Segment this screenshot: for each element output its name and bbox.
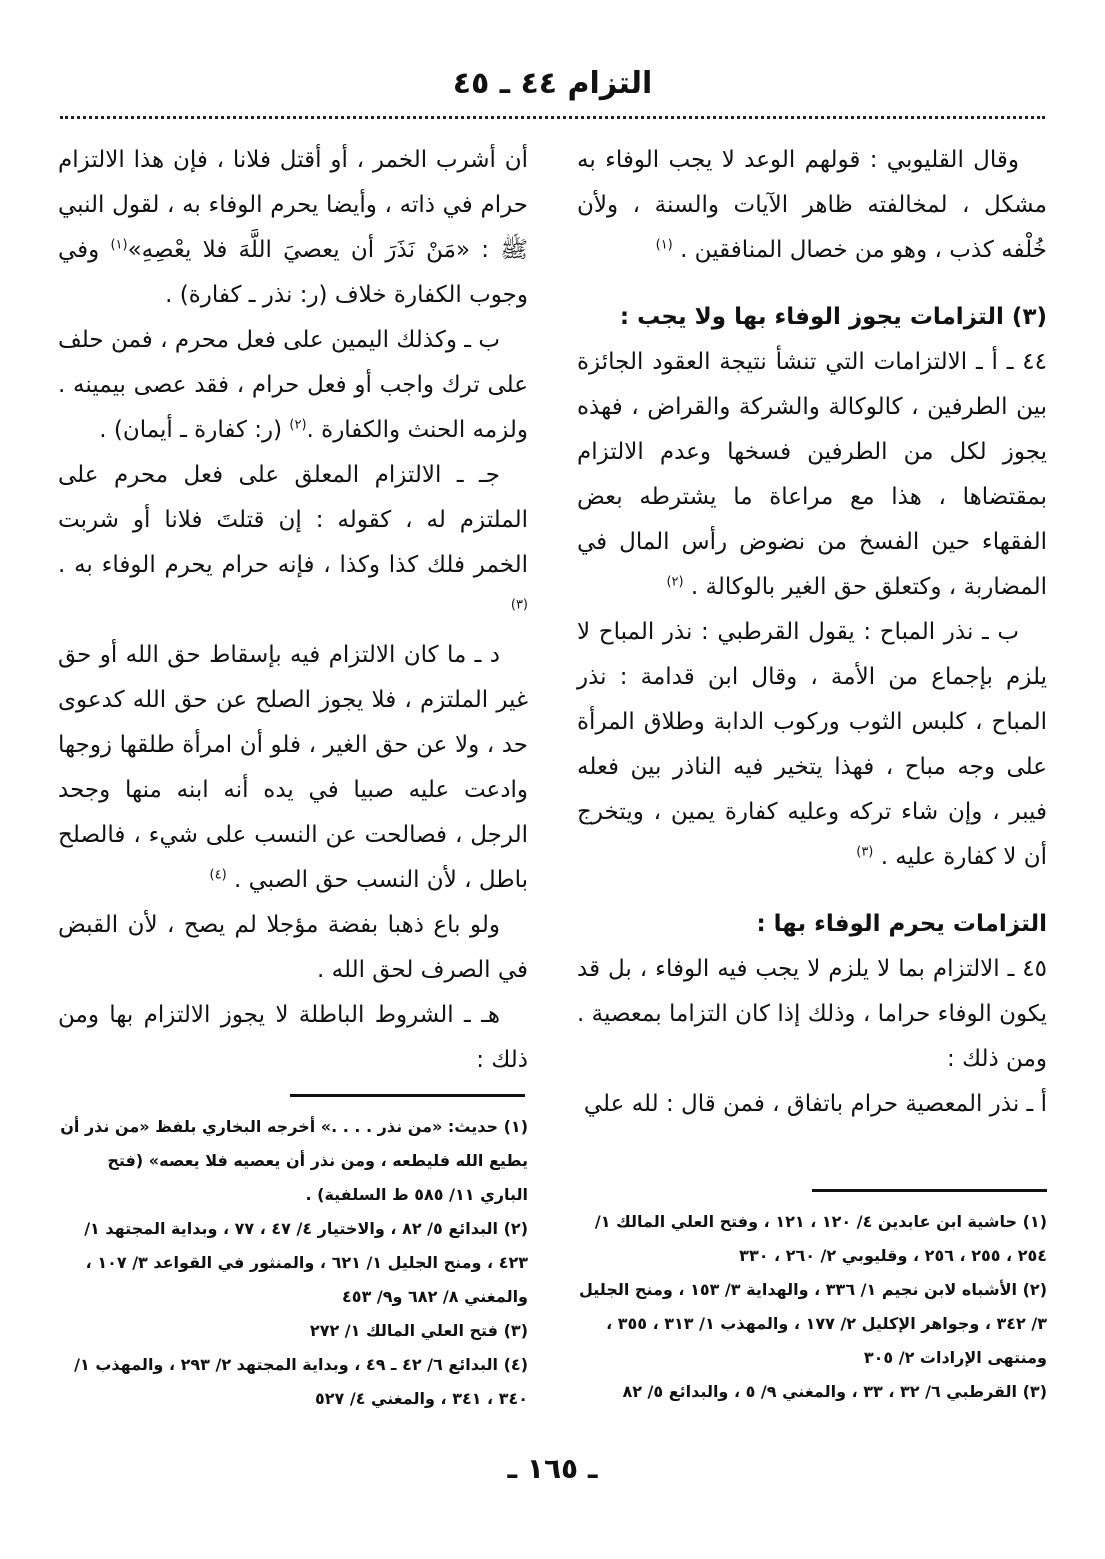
- footnote-ref: (١): [110, 237, 128, 253]
- footnote-left-1: (١) حديث: «من نذر . . . .» أخرجه البخاري بلفظ «من نذر أن يطيع الله فليطعه ، ومن نذر أن يعصيه فلا يعصه» (فتح الباري ١١/ ٥٨٥ ط السلفية) .: [60, 1117, 528, 1204]
- footnote-right-3: (٣) القرطبي ٦/ ٣٢ ، ٣٣ ، والمغني ٩/ ٥ ، والبدائع ٥/ ٨٢: [622, 1382, 1047, 1401]
- footnote-rule-right: [812, 1189, 1047, 1192]
- page-number: ـ ١٦٥ ـ: [507, 1452, 598, 1485]
- running-header: التزام ٤٤ ـ ٤٥: [452, 66, 653, 101]
- section-heading-permissible: (٣) التزامات يجوز الوفاء بها ولا يجب :: [619, 304, 1047, 330]
- footnote-rule-left: [290, 1094, 525, 1097]
- footnote-left-2: (٢) البدائع ٥/ ٨٢ ، والاختيار ٤/ ٤٧ ، ٧٧ ، وبداية المجتهد ١/ ٤٢٣ ، ومنح الجليل ١/ ٦٢١ ، والمنثور في القواعد ٣/ ١٠٧ ، والمغني ٨/ ٦٨٢ و٩/ ٤٥٣: [84, 1219, 528, 1306]
- footnote-right-2: (٢) الأشباه لابن نجيم ١/ ٣٣٦ ، والهداية ٣/ ١٥٣ ، ومنح الجليل ٣/ ٣٤٢ ، وجواهر الإكليل ٢/ ١٧٧ ، والمهذب ١/ ٣١٣ ، ٣٥٥ ، ومنتهى الإرادات ٢/ ٣٠٥: [578, 1280, 1047, 1367]
- header-dotted-rule: [60, 116, 1045, 119]
- paragraph-44-a: ٤٤ ـ أ ـ الالتزامات التي تنشأ نتيجة العقود الجائزة بين الطرفين ، كالوكالة والشركة والقراض ، فهذه يجوز لكل من الطرفين فسخها وعدم الالتزام بمقتضاها ، هذا مع مراعاة ما يشترطه بعض الفقهاء حين الفسخ من نضوض رأس المال في المضاربة ، وكتعلق حق الغير بالوكالة . $^{(٢)}$: [577, 349, 1047, 600]
- footnote-ref: (٤): [209, 867, 227, 883]
- paragraph-45-e: هـ ـ الشروط الباطلة لا يجوز الالتزام بها ومن ذلك :: [58, 1002, 528, 1073]
- footnote-right-1: (١) حاشية ابن عابدين ٤/ ١٢٠ ، ١٢١ ، وفتح العلي المالك ١/ ٢٥٤ ، ٢٥٥ ، ٢٥٦ ، وقليوبي ٢/ ٢٦٠ ، ٣٣٠: [594, 1212, 1047, 1265]
- footnote-ref: (٢): [666, 574, 684, 590]
- paragraph-45-a-cont: أن أشرب الخمر ، أو أقتل فلانا ، فإن هذا الالتزام حرام في ذاته ، وأيضا يحرم الوفاء به ، لقول النبي ﷺ : «مَنْ نَذَرَ أن يعصيَ اللَّهَ فلا يعْصِهِ»$^{(١)}$ وفي وجوب الكفارة خلاف (ر: نذر ـ كفارة) .: [58, 147, 528, 308]
- paragraph-45-b: ب ـ وكذلك اليمين على فعل محرم ، فمن حلف على ترك واجب أو فعل حرام ، فقد عصى بيمينه . ولزمه الحنث والكفارة .$^{(٢)}$ (ر: كفارة ـ أيمان) .: [58, 327, 528, 443]
- paragraph-45: ٤٥ ـ الالتزام بما لا يلزم لا يجب فيه الوفاء ، بل قد يكون الوفاء حراما ، وذلك إذا كان التزاما بمعصية . ومن ذلك :: [577, 956, 1047, 1072]
- footnote-ref: (١): [655, 237, 673, 253]
- left-column: [58, 138, 528, 1083]
- footnote-ref: (٣): [856, 844, 874, 860]
- footnotes-left: [58, 1110, 528, 1416]
- section-heading-forbidden: التزامات يحرم الوفاء بها :: [756, 911, 1047, 937]
- paragraph-45-a: أ ـ نذر المعصية حرام باتفاق ، فمن قال : لله علي: [583, 1091, 1047, 1117]
- paragraph-gold-silver: ولو باع ذهبا بفضة مؤجلا لم يصح ، لأن القبض في الصرف لحق الله .: [58, 912, 528, 983]
- paragraph-45-c: جـ ـ الالتزام المعلق على فعل محرم على الملتزم له ، كقوله : إن قتلتَ فلانا أو شربت الخمر فلك كذا وكذا ، فإنه حرام يحرم الوفاء به . $^{(٣)}$: [58, 462, 528, 613]
- right-column: [577, 138, 1047, 1127]
- paragraph-qalyubi: وقال القليوبي : قولهم الوعد لا يجب الوفاء به مشكل ، لمخالفته ظاهر الآيات والسنة ، ولأن خُلْفه كذب ، وهو من خصال المنافقين . $^{(١)}$: [577, 147, 1047, 263]
- footnotes-right: [577, 1205, 1047, 1409]
- paragraph-44-b: ب ـ نذر المباح : يقول القرطبي : نذر المباح لا يلزم بإجماع من الأمة ، وقال ابن قدامة : نذر المباح ، كلبس الثوب وركوب الدابة وطلاق المرأة على وجه مباح ، فهذا يتخير فيه الناذر بين فعله فيبر ، وإن شاء تركه وعليه كفارة يمين ، ويتخرج أن لا كفارة عليه . $^{(٣)}$: [577, 619, 1047, 870]
- footnote-left-3: (٣) فتح العلي المالك ١/ ٢٧٢: [309, 1321, 528, 1340]
- paragraph-45-d: د ـ ما كان الالتزام فيه بإسقاط حق الله أو حق غير الملتزم ، فلا يجوز الصلح عن حق الله كدعوى حد ، ولا عن حق الغير ، فلو أن امرأة طلقها زوجها وادعت عليه صبيا في يده أنه ابنه منها وجحد الرجل ، فصالحت عن النسب على شيء ، فالصلح باطل ، لأن النسب حق الصبي . $^{(٤)}$: [58, 642, 528, 893]
- footnote-ref: (٣): [510, 597, 528, 613]
- footnote-ref: (٢): [289, 417, 307, 433]
- footnote-left-4: (٤) البدائع ٦/ ٤٢ ـ ٤٩ ، وبداية المجتهد ٢/ ٢٩٣ ، والمهذب ١/ ٣٤٠ ، ٣٤١ ، والمغني ٤/ ٥٢٧: [74, 1355, 528, 1408]
